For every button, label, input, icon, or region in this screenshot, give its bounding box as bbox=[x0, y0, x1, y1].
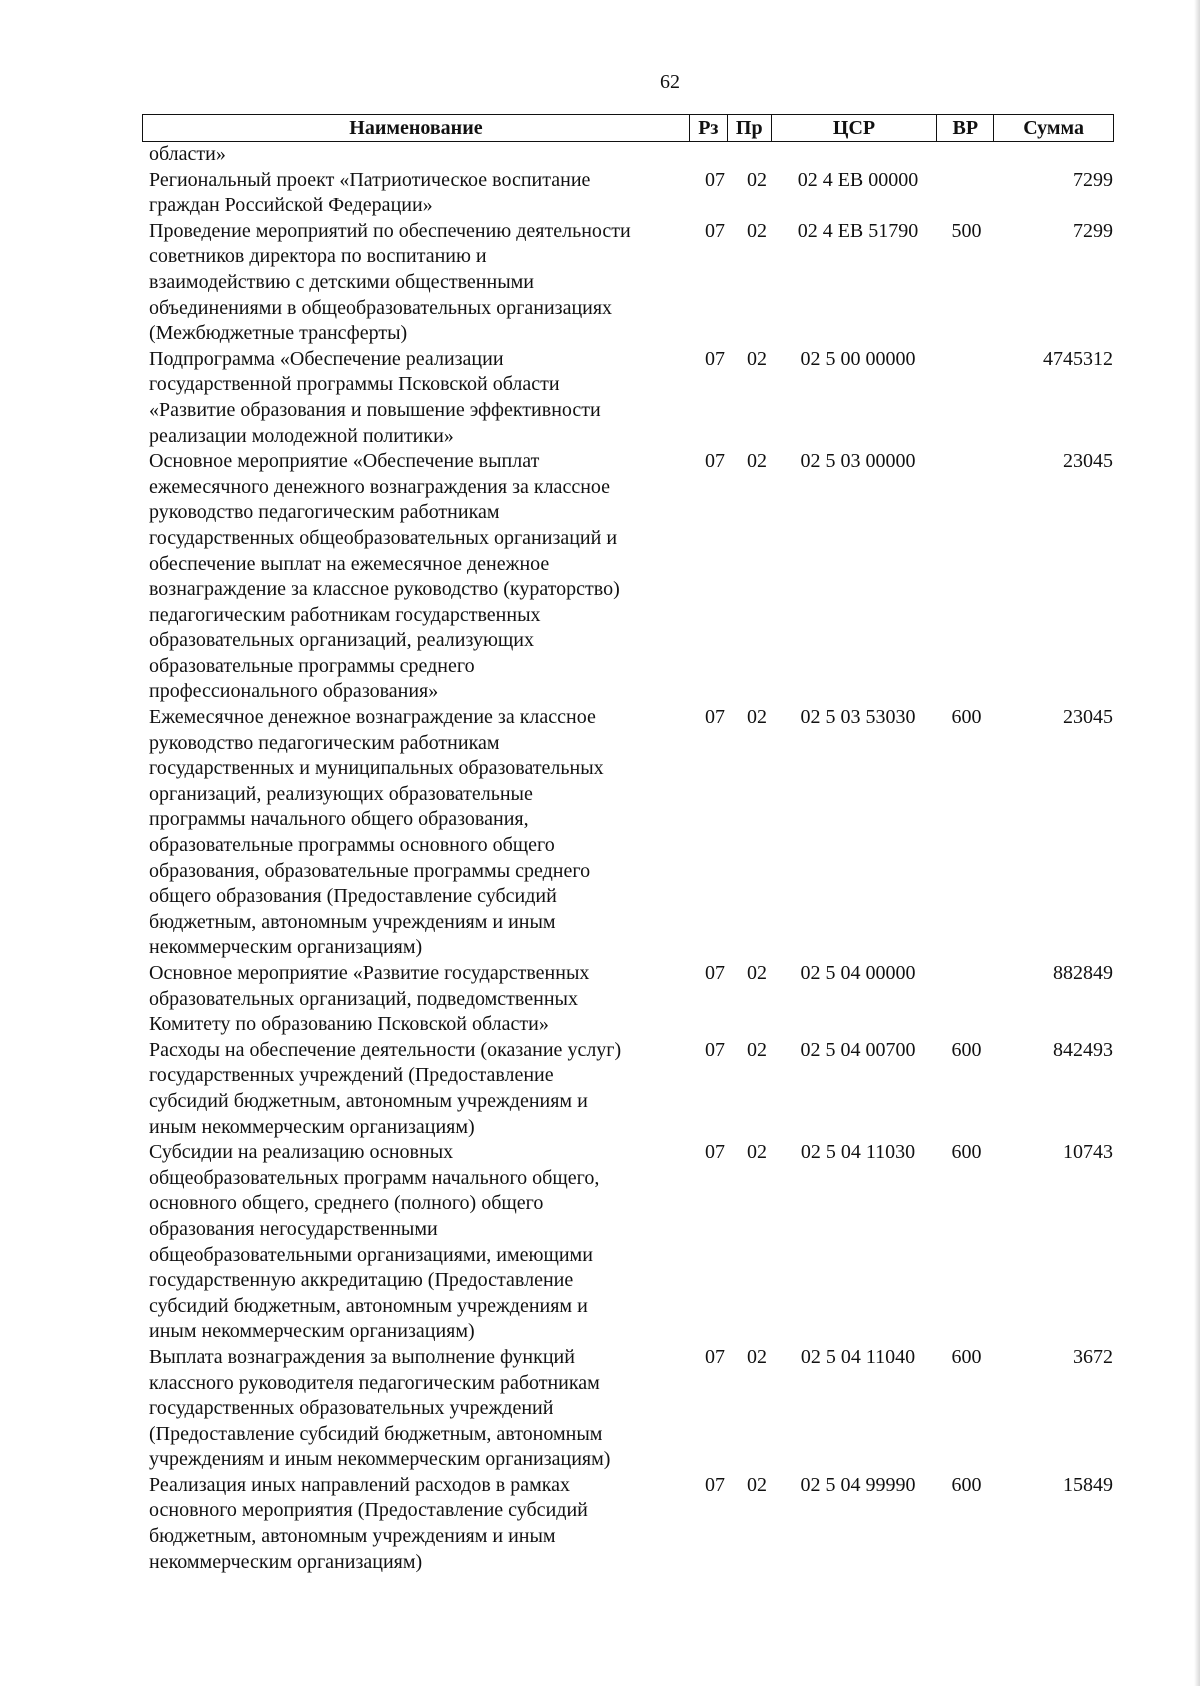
name-line: государственных учреждений (Предоставление bbox=[149, 1064, 554, 1087]
cell-rz: 07 bbox=[705, 1141, 725, 1164]
cell-name bbox=[142, 961, 690, 1038]
table-row bbox=[142, 142, 1114, 168]
cell-pr: 02 bbox=[747, 347, 767, 370]
name-line: некоммерческим организациям) bbox=[149, 1550, 423, 1573]
cell-pr: 02 bbox=[747, 962, 767, 984]
header-sum: Сумма bbox=[1023, 117, 1085, 139]
page-edge-shadow bbox=[1194, 0, 1200, 1686]
cell-csr: 02 5 03 53030 bbox=[800, 706, 916, 729]
name-line: организаций, реализующих образовательные bbox=[149, 782, 533, 805]
cell-vr: 600 bbox=[951, 1473, 982, 1496]
name-line: Основное мероприятие «Обеспечение выплат bbox=[149, 450, 540, 473]
cell-sum: 15849 bbox=[1063, 1473, 1113, 1496]
cell-rz: 07 bbox=[705, 962, 725, 984]
budget-table bbox=[142, 114, 1114, 1575]
name-line: некоммерческим организациям) bbox=[149, 936, 423, 959]
cell-rz: 07 bbox=[705, 1345, 725, 1368]
header-rz: Рз bbox=[690, 115, 728, 141]
name-line: Комитету по образованию Псковской области» bbox=[149, 1013, 549, 1036]
name-line: Субсидии на реализацию основных bbox=[149, 1141, 454, 1164]
cell-rz: 07 bbox=[705, 450, 725, 473]
name-line: «Развитие образования и повышение эффективности bbox=[149, 398, 601, 421]
cell-csr: 02 5 04 00000 bbox=[800, 962, 916, 984]
cell-csr: 02 5 00 00000 bbox=[800, 347, 916, 370]
cell-sum: 7299 bbox=[1073, 219, 1113, 242]
name-line: (Межбюджетные трансферты) bbox=[149, 322, 408, 345]
name-line: субсидий бюджетным, автономным учреждениям и bbox=[149, 1089, 588, 1112]
cell-name bbox=[142, 168, 690, 219]
cell-sum: 23045 bbox=[1063, 450, 1113, 473]
cell-vr: 600 bbox=[951, 1141, 982, 1164]
name-line: иным некоммерческим организациям) bbox=[149, 1115, 475, 1138]
name-line: Ежемесячное денежное вознаграждение за классное bbox=[149, 706, 596, 729]
table-row bbox=[142, 219, 1114, 347]
cell-sum: 882849 bbox=[1053, 962, 1113, 984]
name-line: (Предоставление субсидий бюджетным, автономным bbox=[149, 1422, 603, 1445]
name-line: Региональный проект «Патриотическое воспитание bbox=[149, 168, 591, 191]
cell-vr: 600 bbox=[951, 1038, 982, 1061]
cell-csr: 02 5 04 11040 bbox=[800, 1345, 916, 1368]
name-line: образовательных организаций, реализующих bbox=[149, 629, 534, 652]
name-line: основного общего, среднего (полного) общего bbox=[149, 1192, 544, 1215]
cell-pr: 02 bbox=[747, 168, 767, 191]
cell-name bbox=[142, 219, 690, 347]
cell-name bbox=[142, 142, 690, 168]
name-line: образования негосударственными bbox=[149, 1217, 438, 1240]
name-line: Основное мероприятие «Развитие государственных bbox=[149, 962, 590, 984]
header-csr: ЦСР bbox=[772, 115, 938, 141]
table-row bbox=[142, 449, 1114, 705]
name-line: общего образования (Предоставление субсидий bbox=[149, 885, 557, 908]
cell-pr: 02 bbox=[747, 1141, 767, 1164]
name-line: образования, образовательные программы среднего bbox=[149, 859, 591, 882]
cell-sum: 7299 bbox=[1073, 168, 1113, 191]
name-line: Выплата вознаграждения за выполнение функций bbox=[149, 1345, 575, 1368]
cell-pr: 02 bbox=[747, 1038, 767, 1061]
name-line: образовательные программы основного общего bbox=[149, 834, 555, 857]
cell-csr: 02 5 04 11030 bbox=[800, 1141, 916, 1164]
cell-csr: 02 5 03 00000 bbox=[800, 450, 916, 473]
header-name: Наименование bbox=[143, 115, 690, 141]
table-body bbox=[142, 142, 1114, 1575]
cell-csr: 02 4 EB 51790 bbox=[797, 219, 919, 242]
cell-csr: 02 5 04 99990 bbox=[800, 1473, 916, 1496]
name-line: ежемесячного денежного вознаграждения за классное bbox=[149, 475, 611, 498]
cell-csr: 02 5 04 00700 bbox=[800, 1038, 916, 1061]
cell-pr: 02 bbox=[747, 1345, 767, 1368]
cell-rz: 07 bbox=[705, 706, 725, 729]
table-row bbox=[142, 705, 1114, 961]
table-row bbox=[142, 1345, 1114, 1473]
name-line: реализации молодежной политики» bbox=[149, 424, 454, 447]
name-line: вознаграждение за классное руководство (кураторство) bbox=[149, 578, 620, 601]
name-line: субсидий бюджетным, автономным учреждениям и bbox=[149, 1294, 588, 1317]
name-line: Подпрограмма «Обеспечение реализации bbox=[149, 347, 504, 370]
name-line: образовательные программы среднего bbox=[149, 654, 475, 677]
name-line: основного мероприятия (Предоставление субсидий bbox=[149, 1499, 588, 1522]
table-header bbox=[142, 114, 1114, 142]
name-line: Реализация иных направлений расходов в рамках bbox=[149, 1473, 571, 1496]
cell-pr: 02 bbox=[747, 450, 767, 473]
name-line: советников директора по воспитанию и bbox=[149, 245, 487, 268]
name-line: государственную аккредитацию (Предоставление bbox=[149, 1269, 574, 1292]
cell-rz: 07 bbox=[705, 168, 725, 191]
name-line: Проведение мероприятий по обеспечению деятельности bbox=[149, 219, 631, 242]
name-line: профессионального образования» bbox=[149, 680, 439, 703]
cell-sum: 10743 bbox=[1063, 1141, 1113, 1164]
table-row bbox=[142, 1140, 1114, 1345]
table-row bbox=[142, 347, 1114, 449]
table-row bbox=[142, 168, 1114, 219]
table-row bbox=[142, 1473, 1114, 1575]
name-line: бюджетным, автономным учреждениям и иным bbox=[149, 1525, 556, 1548]
cell-csr: 02 4 EB 00000 bbox=[797, 168, 919, 191]
cell-sum: 23045 bbox=[1063, 706, 1113, 729]
name-line: граждан Российской Федерации» bbox=[149, 194, 433, 217]
name-line: программы начального общего образования, bbox=[149, 808, 529, 831]
cell-name bbox=[142, 449, 690, 705]
name-line: Расходы на обеспечение деятельности (оказание услуг) bbox=[149, 1038, 622, 1061]
name-line: учреждениям и иным некоммерческим организациям) bbox=[149, 1448, 611, 1471]
name-line: образовательных организаций, подведомственных bbox=[149, 987, 578, 1010]
cell-sum: 3672 bbox=[1073, 1345, 1113, 1368]
name-line: обеспечение выплат на ежемесячное денежное bbox=[149, 552, 550, 575]
cell-name bbox=[142, 1473, 690, 1575]
cell-rz: 07 bbox=[705, 347, 725, 370]
cell-name bbox=[142, 705, 690, 961]
cell-rz: 07 bbox=[705, 1038, 725, 1061]
cell-sum: 4745312 bbox=[1043, 347, 1113, 370]
cell-name bbox=[142, 1140, 690, 1345]
cell-pr: 02 bbox=[747, 706, 767, 729]
cell-name bbox=[142, 1345, 690, 1473]
cell-pr: 02 bbox=[747, 219, 767, 242]
name-line: общеобразовательными организациями, имеющими bbox=[149, 1243, 593, 1266]
cell-name bbox=[142, 347, 690, 449]
header-pr: Пр bbox=[728, 115, 772, 141]
name-line: взаимодействию с детскими общественными bbox=[149, 270, 535, 293]
cell-pr: 02 bbox=[747, 1473, 767, 1496]
table-row bbox=[142, 961, 1114, 1038]
cell-vr: 500 bbox=[951, 219, 982, 242]
cell-rz: 07 bbox=[705, 219, 725, 242]
name-line: бюджетным, автономным учреждениям и иным bbox=[149, 910, 556, 933]
cell-vr: 600 bbox=[951, 706, 982, 729]
table-row bbox=[142, 1038, 1114, 1140]
name-line: области» bbox=[149, 143, 226, 165]
page-number: 62 bbox=[660, 71, 680, 93]
name-line: классного руководителя педагогическим работникам bbox=[149, 1371, 600, 1394]
name-line: государственных общеобразовательных организаций и bbox=[149, 526, 618, 549]
cell-sum: 842493 bbox=[1053, 1038, 1113, 1061]
cell-rz: 07 bbox=[705, 1473, 725, 1496]
name-line: общеобразовательных программ начального общего, bbox=[149, 1166, 600, 1189]
name-line: государственных и муниципальных образовательных bbox=[149, 757, 604, 780]
name-line: государственных образовательных учреждений bbox=[149, 1397, 554, 1420]
header-vr: ВР bbox=[937, 115, 994, 141]
name-line: педагогическим работникам государственных bbox=[149, 603, 541, 626]
name-line: иным некоммерческим организациям) bbox=[149, 1320, 475, 1343]
name-line: руководство педагогическим работникам bbox=[149, 731, 500, 754]
name-line: руководство педагогическим работникам bbox=[149, 501, 500, 524]
cell-vr: 600 bbox=[951, 1345, 982, 1368]
name-line: объединениями в общеобразовательных организациях bbox=[149, 296, 613, 319]
name-line: государственной программы Псковской области bbox=[149, 373, 560, 396]
cell-name bbox=[142, 1038, 690, 1140]
